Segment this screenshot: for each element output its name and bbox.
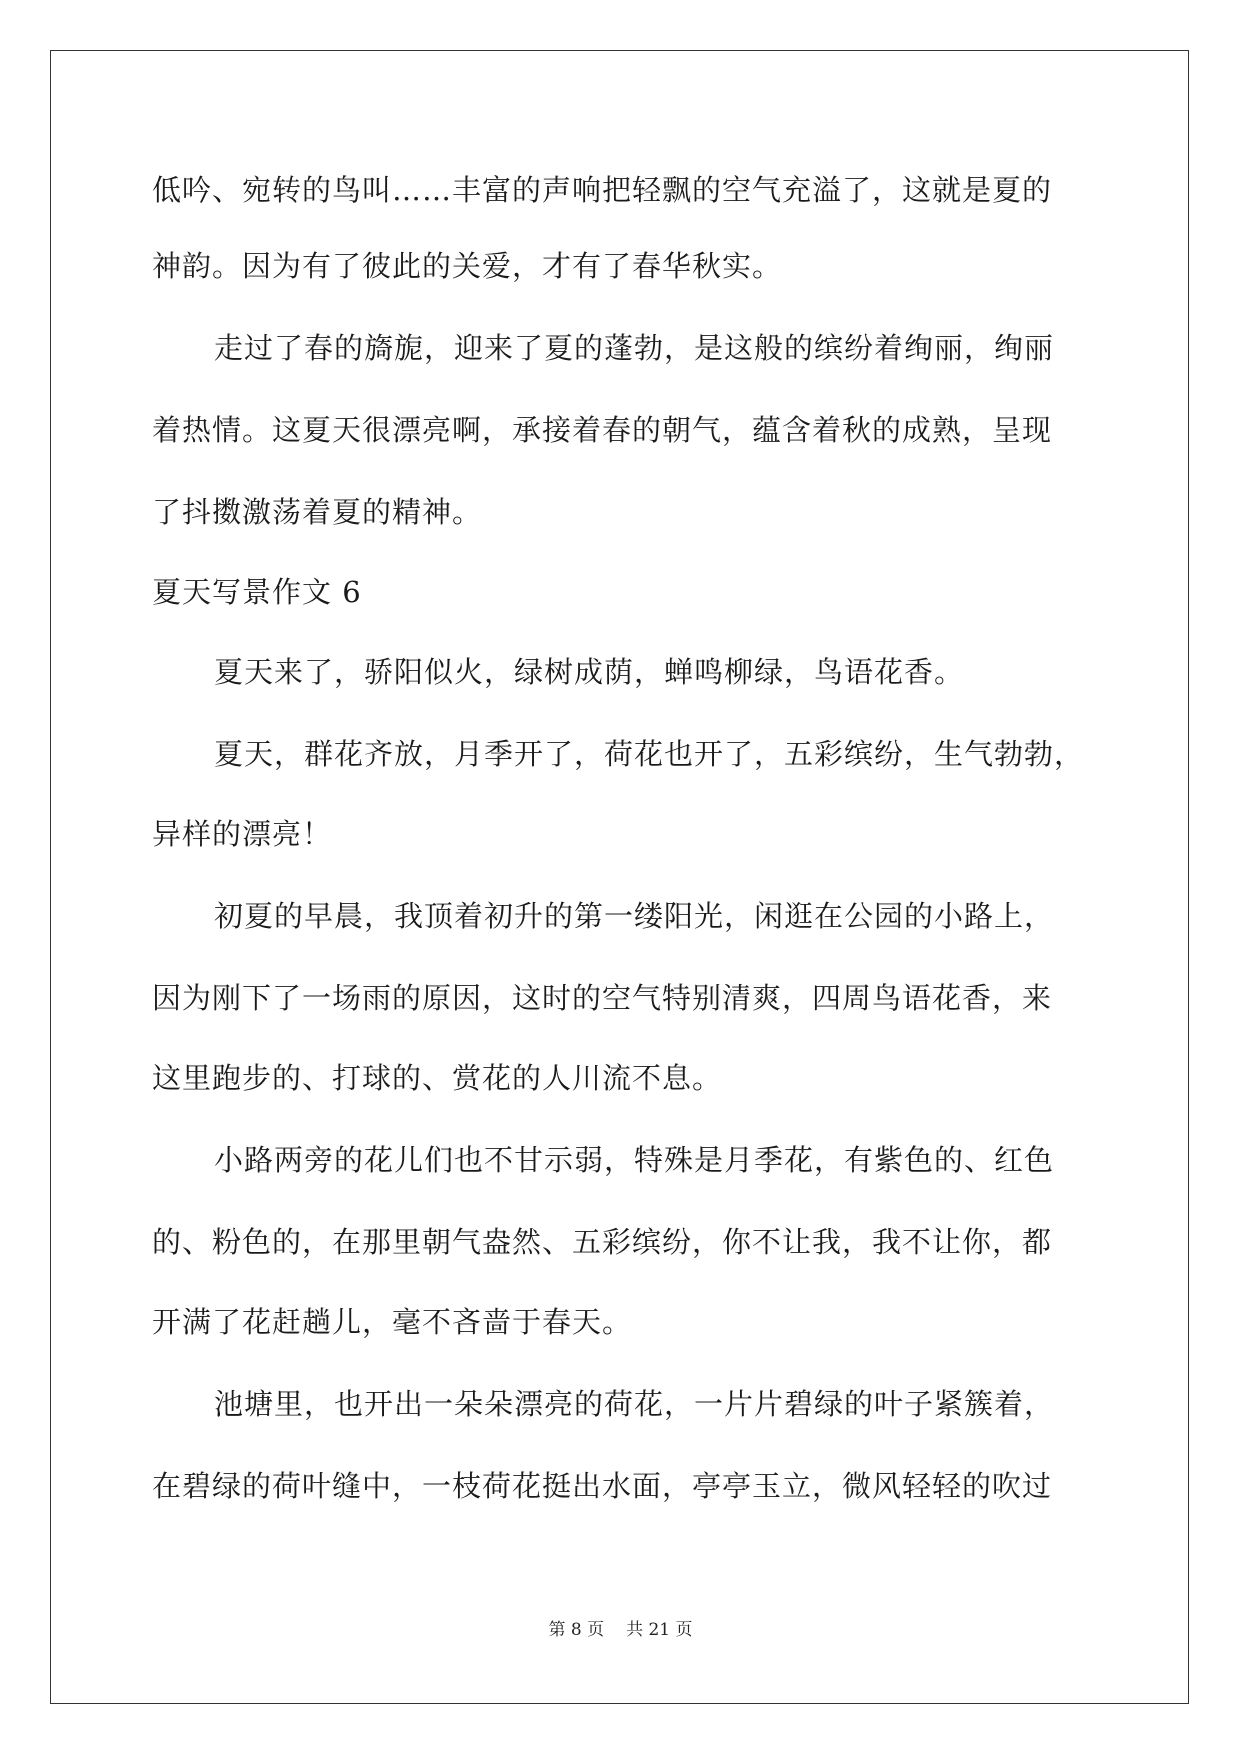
text-line: 着热情。这夏天很漂亮啊，承接着春的朝气，蕴含着秋的成熟，呈现 <box>152 413 1053 447</box>
paragraph-start-line: 初夏的早晨，我顶着初升的第一缕阳光，闲逛在公园的小路上， <box>214 899 1055 933</box>
text-line: 了抖擞激荡着夏的精神。 <box>152 495 483 529</box>
text-line: 因为刚下了一场雨的原因，这时的空气特别清爽，四周鸟语花香，来 <box>152 981 1053 1015</box>
section-heading: 夏天写景作文 6 <box>152 575 362 609</box>
paragraph-start-line: 走过了春的旖旎，迎来了夏的蓬勃，是这般的缤纷着绚丽，绚丽 <box>214 331 1055 365</box>
paragraph-start-line: 夏天，群花齐放，月季开了，荷花也开了，五彩缤纷，生气勃勃， <box>214 737 1085 771</box>
paragraph-start-line: 夏天来了，骄阳似火，绿树成荫，蝉鸣柳绿，鸟语花香。 <box>214 655 965 689</box>
text-line: 神韵。因为有了彼此的关爱，才有了春华秋实。 <box>152 249 783 283</box>
paragraph-start-line: 池塘里，也开出一朵朵漂亮的荷花，一片片碧绿的叶子紧簇着， <box>214 1387 1055 1421</box>
paragraph-start-line: 小路两旁的花儿们也不甘示弱，特殊是月季花，有紫色的、红色 <box>214 1143 1055 1177</box>
text-line: 开满了花赶趟儿，毫不吝啬于春天。 <box>152 1305 633 1339</box>
page-number-current: 第 8 页 <box>548 1620 605 1640</box>
text-line: 的、粉色的，在那里朝气盎然、五彩缤纷，你不让我，我不让你，都 <box>152 1225 1053 1259</box>
text-line: 在碧绿的荷叶缝中，一枝荷花挺出水面，亭亭玉立，微风轻轻的吹过 <box>152 1469 1053 1503</box>
text-line: 低吟、宛转的鸟叫……丰富的声响把轻飘的空气充溢了，这就是夏的 <box>152 173 1053 207</box>
text-line: 异样的漂亮！ <box>152 817 333 851</box>
page-border <box>50 50 1189 1704</box>
page-number-total: 共 21 页 <box>626 1620 693 1640</box>
page-footer <box>0 1618 1241 1642</box>
text-line: 这里跑步的、打球的、赏花的人川流不息。 <box>152 1061 723 1095</box>
